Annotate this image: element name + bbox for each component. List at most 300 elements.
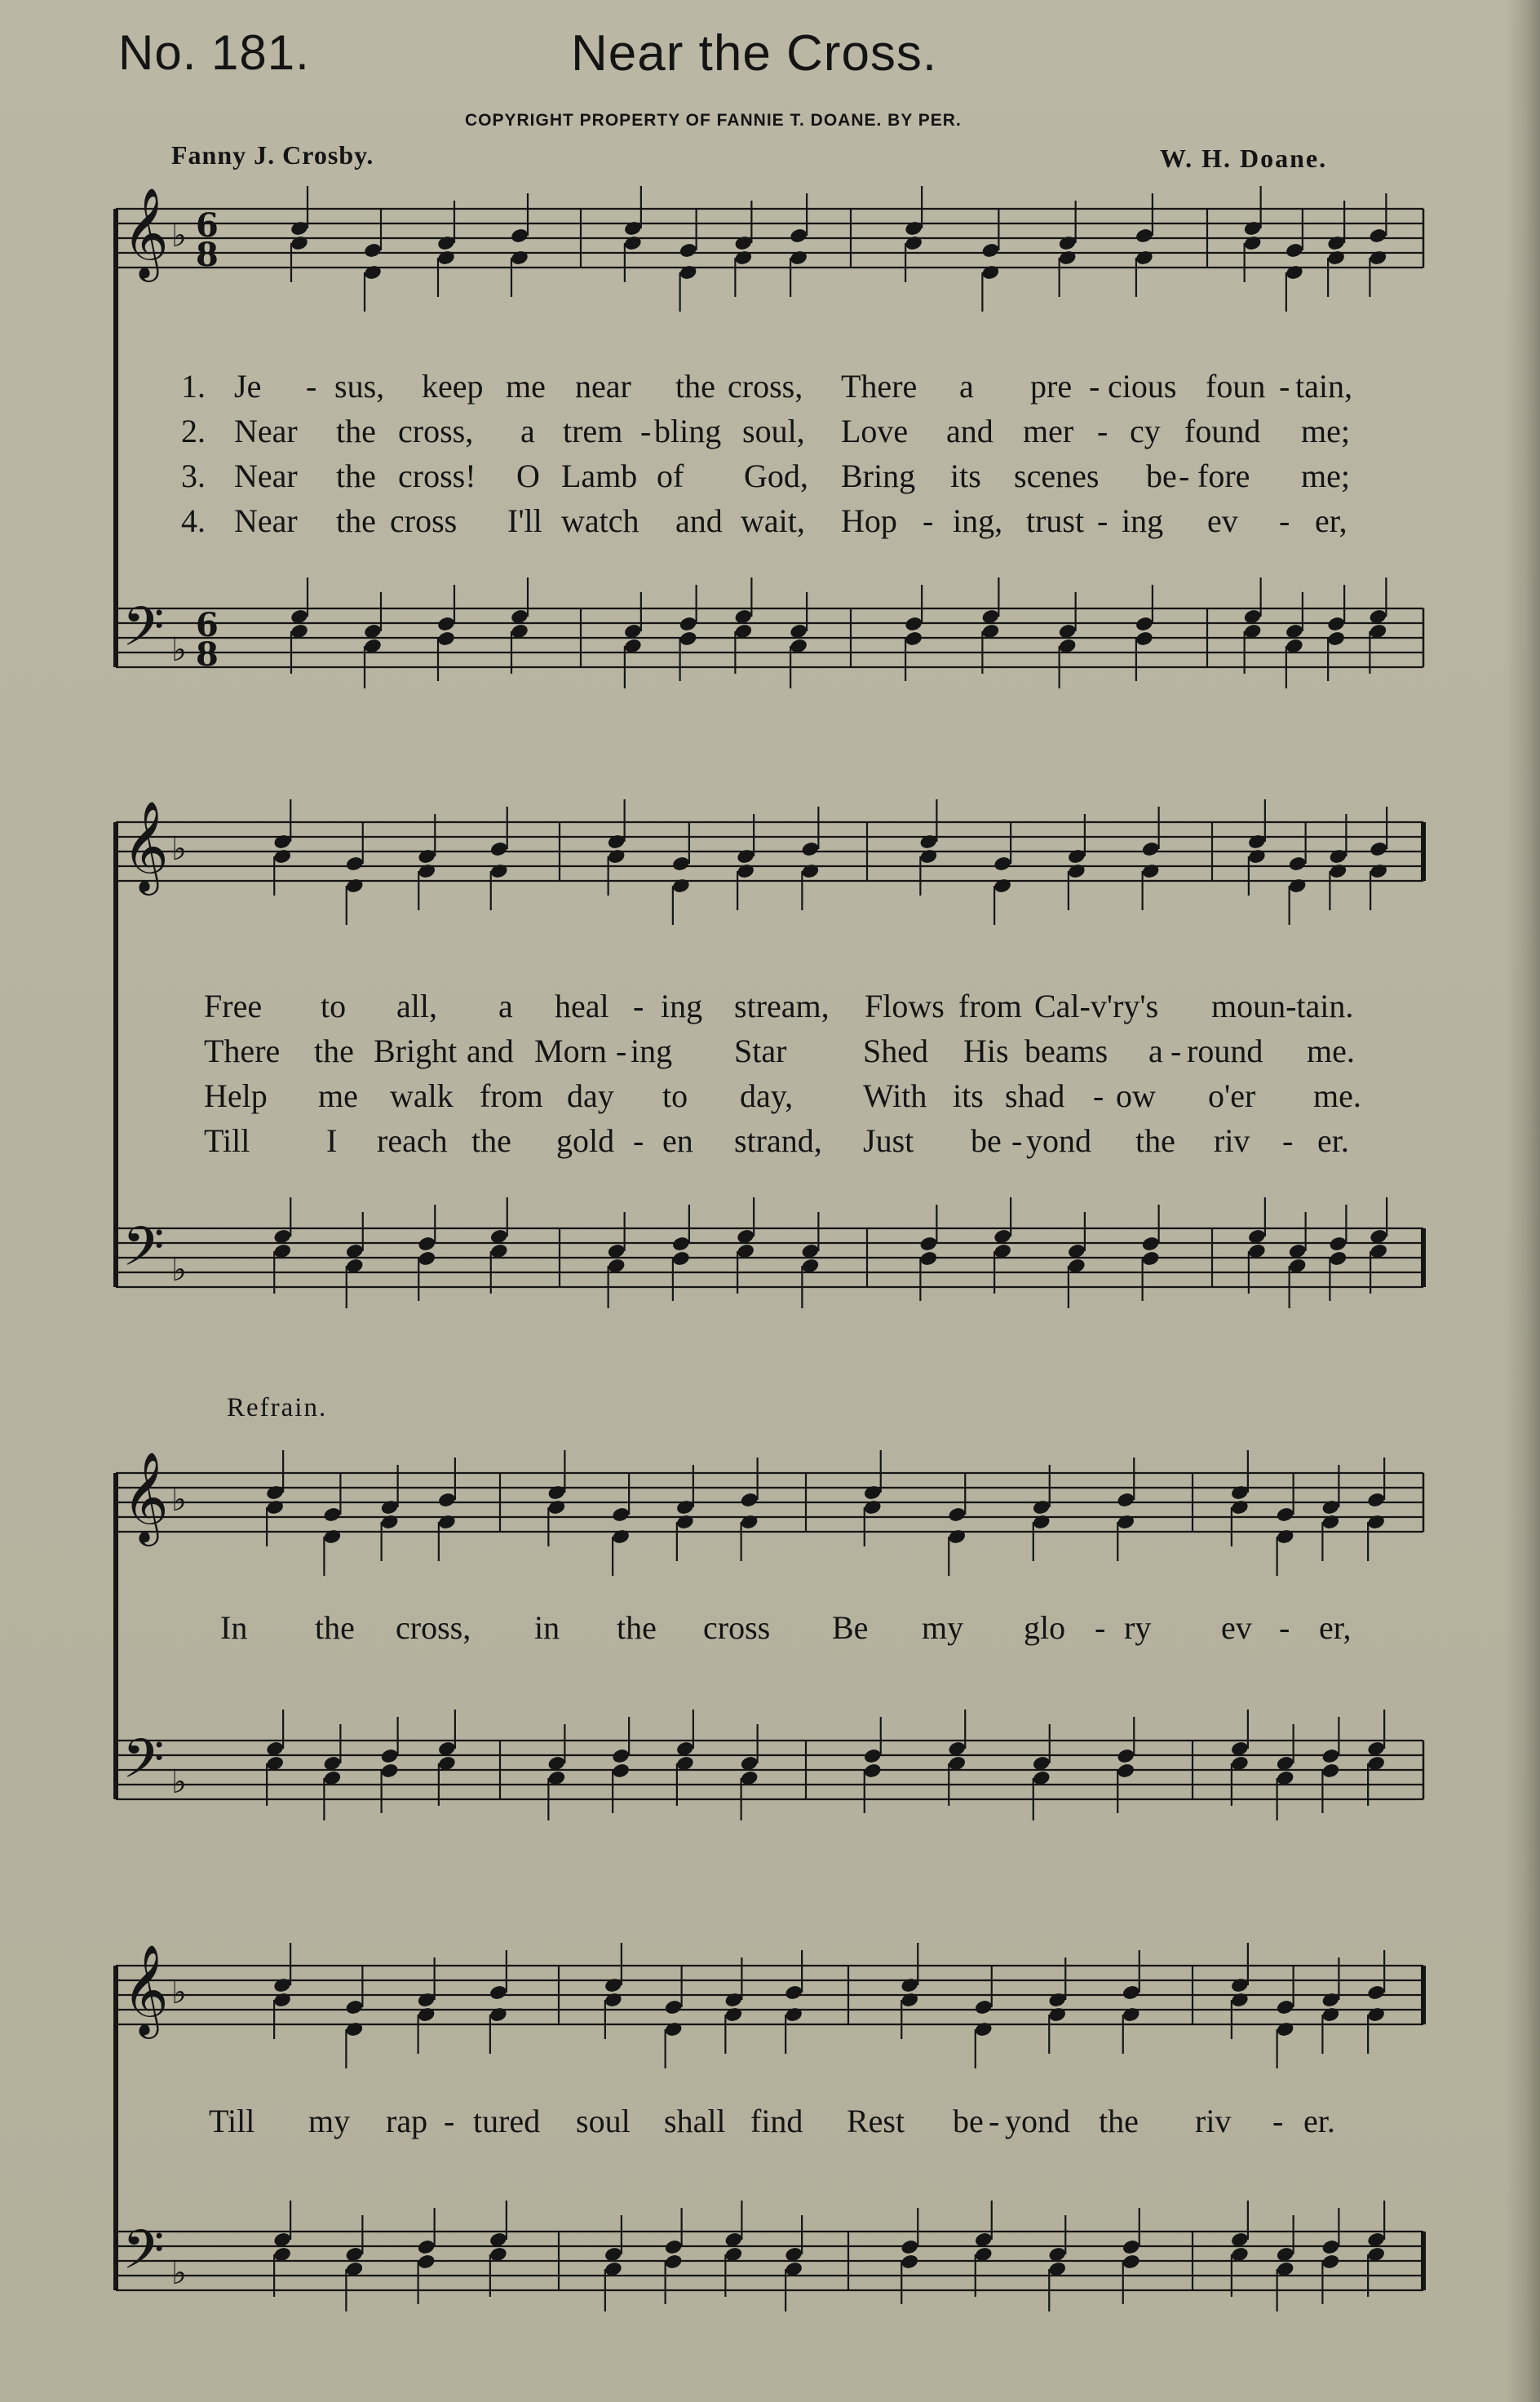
- treble-notehead: [1141, 841, 1161, 858]
- copyright-notice: COPYRIGHT PROPERTY OF FANNIE T. DOANE. BY PER.: [465, 111, 962, 130]
- lyric-syllable: the: [471, 1122, 511, 1159]
- treble-notehead: [1321, 2006, 1340, 2024]
- lyric-syllable: fore: [1197, 458, 1250, 494]
- lyric-syllable: foun: [1206, 368, 1266, 405]
- treble-notehead: [1047, 1992, 1067, 2009]
- treble-notehead: [947, 1528, 967, 1546]
- treble-notehead: [604, 1977, 623, 1994]
- treble-notehead: [733, 250, 753, 267]
- bass-notehead: [679, 616, 698, 633]
- lyric-syllable: its: [950, 458, 981, 494]
- lyric-syllable: moun-tain.: [1211, 988, 1354, 1024]
- treble-notehead: [1230, 1499, 1250, 1516]
- verse-line-2: [0, 412, 1540, 451]
- treble-notehead: [489, 863, 509, 880]
- treble-notehead: [604, 1992, 623, 2009]
- flat-sign-icon: ♭: [171, 830, 187, 868]
- lyric-syllable: from: [480, 1077, 543, 1114]
- lyric-syllable: all,: [396, 988, 437, 1024]
- lyric-syllable: -: [444, 2103, 455, 2139]
- lyric-syllable: pre: [1030, 368, 1073, 405]
- lyric-syllable: Bring: [841, 458, 916, 494]
- verse-number: 3.: [181, 458, 206, 494]
- lyric-syllable: the: [336, 413, 376, 449]
- treble-notehead: [290, 220, 309, 237]
- lyric-syllable: a: [520, 413, 535, 449]
- treble-notehead: [290, 235, 309, 252]
- treble-notehead: [272, 1977, 292, 1994]
- treble-notehead: [1328, 848, 1348, 865]
- treble-notehead: [344, 2021, 364, 2038]
- lyric-syllable: cross: [703, 1609, 771, 1646]
- treble-notehead: [417, 1992, 436, 2009]
- treble-notehead: [1058, 235, 1078, 252]
- lyric-syllable: heal: [555, 988, 609, 1024]
- flat-sign-icon: ♭: [171, 631, 187, 669]
- treble-clef-icon: 𝄞: [122, 187, 169, 278]
- treble-notehead: [1243, 235, 1263, 252]
- lyric-syllable: -: [1095, 1609, 1106, 1646]
- bass-notehead: [436, 630, 456, 648]
- treble-notehead: [437, 1492, 457, 1509]
- treble-notehead: [1285, 242, 1304, 259]
- treble-notehead: [679, 264, 698, 281]
- lyric-syllable: Near: [234, 502, 298, 539]
- treble-notehead: [784, 2006, 803, 2024]
- lyric-syllable: Till: [209, 2103, 255, 2139]
- lyric-syllable: its: [953, 1077, 984, 1114]
- lyric-syllable: me;: [1301, 413, 1350, 449]
- treble-notehead: [784, 1984, 803, 2002]
- treble-notehead: [1369, 841, 1388, 858]
- treble-notehead: [1328, 863, 1348, 880]
- treble-notehead: [489, 2006, 508, 2024]
- treble-notehead: [547, 1484, 566, 1502]
- lyric-syllable: cross: [390, 502, 458, 539]
- lyric-syllable: my: [308, 2103, 351, 2139]
- lyric-syllable: -: [633, 988, 644, 1024]
- treble-notehead: [904, 220, 923, 237]
- treble-notehead: [265, 1484, 285, 1502]
- lyric-syllable: riv: [1214, 1122, 1250, 1159]
- lyric-syllable: the: [675, 368, 715, 405]
- treble-notehead: [974, 1999, 993, 2016]
- lyric-syllable: Rest: [847, 2103, 905, 2139]
- lyric-syllable: a: [1148, 1033, 1163, 1069]
- lyric-syllable: There: [841, 368, 918, 405]
- treble-notehead: [724, 1992, 743, 2009]
- treble-notehead: [740, 1514, 759, 1531]
- lyric-syllable: -: [306, 368, 317, 405]
- treble-notehead: [980, 242, 1000, 259]
- treble-notehead: [1135, 250, 1154, 267]
- lyric-syllable: ing: [661, 988, 703, 1024]
- bass-notehead: [918, 1250, 938, 1267]
- lyricist: Fanny J. Crosby.: [171, 140, 374, 170]
- bass-notehead: [417, 2239, 436, 2256]
- lyric-syllable: be: [1146, 458, 1177, 494]
- treble-notehead: [1321, 1514, 1340, 1531]
- lyric-syllable: -: [923, 502, 934, 539]
- treble-notehead: [733, 235, 753, 252]
- bass-notehead: [900, 2239, 919, 2256]
- flat-sign-icon: ♭: [171, 217, 187, 254]
- treble-notehead: [417, 848, 436, 865]
- bass-notehead: [380, 1763, 400, 1780]
- lyric-syllable: -: [1011, 1122, 1023, 1159]
- lyric-syllable: yond: [1026, 1122, 1091, 1159]
- lyric-syllable: -: [1093, 1077, 1104, 1114]
- lyric-syllable: Till: [204, 1122, 250, 1159]
- lyric-syllable: a: [959, 368, 974, 405]
- treble-notehead: [863, 1484, 883, 1502]
- lyric-syllable: reach: [377, 1122, 448, 1159]
- lyric-syllable: the: [1099, 2103, 1139, 2139]
- treble-notehead: [1032, 1514, 1051, 1531]
- treble-notehead: [800, 841, 820, 858]
- lyric-syllable: Be: [832, 1609, 869, 1646]
- treble-notehead: [900, 1992, 919, 2009]
- bass-notehead: [1328, 1236, 1348, 1253]
- lyric-syllable: watch: [561, 502, 639, 539]
- lyric-syllable: in: [534, 1609, 560, 1646]
- refrain-line-2: [0, 2102, 1540, 2141]
- flat-sign-icon: ♭: [171, 1763, 187, 1801]
- treble-notehead: [947, 1506, 967, 1524]
- treble-notehead: [1122, 1984, 1141, 2002]
- treble-notehead: [918, 848, 938, 865]
- bass-notehead: [1328, 1250, 1348, 1267]
- lyric-syllable: cross,: [728, 368, 803, 405]
- bass-notehead: [1321, 1748, 1340, 1765]
- lyric-syllable: me.: [1313, 1077, 1361, 1114]
- verse-number: 2.: [181, 413, 206, 449]
- lyric-syllable: the: [314, 1033, 354, 1069]
- treble-notehead: [904, 235, 923, 252]
- treble-notehead: [664, 2021, 684, 2038]
- lyric-syllable: -: [1279, 502, 1290, 539]
- bass-notehead: [1135, 630, 1154, 648]
- lyric-syllable: cross!: [398, 458, 476, 494]
- lyric-syllable: Je: [234, 368, 262, 405]
- lyric-syllable: glo: [1024, 1609, 1066, 1646]
- lyric-syllable: I'll: [507, 502, 542, 539]
- bass-notehead: [1141, 1250, 1161, 1267]
- lyric-syllable: Near: [234, 413, 298, 449]
- treble-notehead: [510, 250, 529, 267]
- treble-notehead: [380, 1499, 400, 1516]
- bass-notehead: [1326, 616, 1346, 633]
- treble-notehead: [623, 235, 643, 252]
- lyric-syllable: walk: [390, 1077, 454, 1114]
- lyric-syllable: -: [1097, 413, 1109, 449]
- bass-notehead: [436, 616, 456, 633]
- bass-notehead: [1321, 2239, 1340, 2256]
- treble-notehead: [345, 878, 365, 895]
- treble-notehead: [611, 1528, 631, 1546]
- lyric-syllable: er,: [1319, 1609, 1352, 1646]
- bass-notehead: [863, 1763, 883, 1780]
- bass-clef-icon: 𝄢: [122, 595, 165, 671]
- lyric-syllable: strand,: [734, 1122, 822, 1159]
- lyric-syllable: ing,: [953, 502, 1003, 539]
- time-signature-denominator: 8: [196, 236, 219, 274]
- treble-notehead: [510, 228, 529, 245]
- lyric-syllable: -: [1282, 1122, 1294, 1159]
- time-signature-denominator: 8: [196, 635, 219, 674]
- lyric-syllable: me: [318, 1077, 358, 1114]
- treble-notehead: [436, 250, 456, 267]
- treble-notehead: [417, 863, 436, 880]
- lyric-syllable: to: [662, 1077, 688, 1114]
- lyric-syllable: the: [1135, 1122, 1175, 1159]
- lyric-syllable: to: [321, 988, 347, 1024]
- lyric-syllable: er.: [1317, 1122, 1349, 1159]
- treble-notehead: [993, 878, 1012, 895]
- treble-notehead: [789, 250, 808, 267]
- bass-notehead: [417, 1236, 436, 1253]
- lyric-syllable: There: [204, 1033, 281, 1069]
- lyric-syllable: shall: [664, 2103, 726, 2139]
- treble-notehead: [345, 856, 365, 873]
- lyric-syllable: ing: [631, 1033, 673, 1069]
- verse-line-1-cont: [0, 987, 1540, 1026]
- refrain-line-1: [0, 1608, 1540, 1648]
- treble-notehead: [265, 1499, 285, 1516]
- bass-clef-icon: 𝄢: [122, 1727, 165, 1803]
- lyric-syllable: cious: [1108, 368, 1177, 405]
- lyric-syllable: Star: [734, 1033, 787, 1069]
- lyric-syllable: trem: [563, 413, 623, 449]
- bass-notehead: [1122, 2254, 1141, 2271]
- hymn-title: Near the Cross.: [571, 25, 938, 82]
- flat-sign-icon: ♭: [171, 1481, 187, 1519]
- treble-notehead: [607, 834, 626, 851]
- lyric-syllable: and: [467, 1033, 514, 1069]
- lyric-syllable: cy: [1130, 413, 1161, 449]
- lyric-syllable: cross,: [396, 1609, 471, 1646]
- treble-notehead: [1230, 1992, 1250, 2009]
- lyric-syllable: near: [575, 368, 631, 405]
- treble-notehead: [736, 848, 755, 865]
- treble-notehead: [1366, 1514, 1386, 1531]
- bass-notehead: [679, 630, 698, 648]
- treble-notehead: [363, 264, 383, 281]
- treble-notehead: [1285, 264, 1304, 281]
- treble-notehead: [1288, 878, 1308, 895]
- time-signature-numerator: 6: [196, 206, 219, 245]
- treble-notehead: [1366, 2006, 1386, 2024]
- treble-notehead: [1276, 1999, 1295, 2016]
- verse-number: 1.: [181, 368, 206, 405]
- lyric-syllable: tain,: [1295, 368, 1352, 405]
- treble-notehead: [736, 863, 755, 880]
- lyric-syllable: round: [1187, 1033, 1263, 1069]
- treble-clef-icon: 𝄞: [122, 800, 169, 891]
- treble-notehead: [1122, 2006, 1141, 2024]
- lyric-syllable: -: [989, 2103, 1000, 2139]
- treble-notehead: [1326, 235, 1346, 252]
- lyric-syllable: me: [506, 368, 546, 405]
- treble-notehead: [993, 856, 1012, 873]
- lyric-syllable: -: [1279, 1609, 1290, 1646]
- treble-notehead: [1067, 863, 1086, 880]
- treble-notehead: [1116, 1492, 1135, 1509]
- lyric-syllable: Bright: [374, 1033, 458, 1069]
- lyric-syllable: Near: [234, 458, 298, 494]
- bass-notehead: [671, 1236, 691, 1253]
- bass-notehead: [1135, 616, 1154, 633]
- bass-notehead: [1116, 1763, 1135, 1780]
- lyric-syllable: Lamb: [561, 458, 638, 494]
- treble-notehead: [1230, 1484, 1250, 1502]
- bass-notehead: [380, 1748, 400, 1765]
- treble-notehead: [1368, 250, 1387, 267]
- lyric-syllable: Free: [204, 988, 263, 1024]
- lyric-syllable: en: [662, 1122, 693, 1159]
- lyric-syllable: -: [1170, 1033, 1182, 1069]
- lyric-syllable: er.: [1303, 2103, 1335, 2139]
- lyric-syllable: gold: [556, 1122, 615, 1159]
- treble-notehead: [724, 2006, 743, 2024]
- lyric-syllable: -: [616, 1033, 627, 1069]
- lyric-syllable: ry: [1124, 1609, 1152, 1646]
- treble-notehead: [272, 848, 292, 865]
- lyric-syllable: day,: [740, 1077, 794, 1114]
- lyric-syllable: -: [1179, 458, 1190, 494]
- treble-notehead: [1321, 1499, 1340, 1516]
- bass-notehead: [1116, 1748, 1135, 1765]
- lyric-syllable: soul,: [742, 413, 805, 449]
- treble-notehead: [344, 1999, 364, 2016]
- treble-notehead: [322, 1506, 342, 1524]
- treble-notehead: [272, 834, 292, 851]
- lyric-syllable: beams: [1024, 1033, 1109, 1069]
- lyric-syllable: the: [336, 502, 376, 539]
- lyric-syllable: ing: [1122, 502, 1164, 539]
- bass-notehead: [918, 1236, 938, 1253]
- lyric-syllable: day: [567, 1077, 614, 1114]
- bass-notehead: [671, 1250, 691, 1267]
- treble-notehead: [417, 2006, 436, 2024]
- lyric-syllable: Help: [204, 1077, 268, 1114]
- lyric-syllable: from: [958, 988, 1022, 1024]
- treble-notehead: [436, 235, 456, 252]
- lyric-syllable: soul: [576, 2103, 631, 2139]
- flat-sign-icon: ♭: [171, 1251, 187, 1289]
- lyric-syllable: be: [971, 1122, 1002, 1159]
- treble-notehead: [607, 848, 626, 865]
- lyric-syllable: I: [326, 1122, 338, 1159]
- treble-notehead: [679, 242, 698, 259]
- treble-notehead: [1276, 1528, 1295, 1546]
- lyric-syllable: and: [675, 502, 723, 539]
- lyric-syllable: and: [946, 413, 993, 449]
- treble-notehead: [1067, 848, 1086, 865]
- treble-notehead: [675, 1514, 695, 1531]
- verse-number: 4.: [181, 502, 206, 539]
- lyric-syllable: Love: [841, 413, 909, 449]
- treble-notehead: [800, 863, 820, 880]
- treble-notehead: [1116, 1514, 1135, 1531]
- bass-notehead: [863, 1748, 883, 1765]
- treble-clef-icon: 𝄞: [122, 1451, 169, 1542]
- lyric-syllable: shad: [1005, 1077, 1065, 1114]
- lyric-syllable: Morn: [534, 1033, 607, 1069]
- lyric-syllable: found: [1184, 413, 1261, 449]
- treble-notehead: [1366, 1492, 1386, 1509]
- bass-notehead: [664, 2254, 684, 2271]
- bass-notehead: [611, 1763, 631, 1780]
- treble-notehead: [974, 2021, 993, 2038]
- lyric-syllable: -: [633, 1122, 644, 1159]
- verse-line-4: [0, 502, 1540, 541]
- bass-notehead: [1122, 2239, 1141, 2256]
- bass-notehead: [1326, 630, 1346, 648]
- lyric-syllable: ow: [1116, 1077, 1156, 1114]
- treble-notehead: [1321, 1992, 1340, 2009]
- lyric-syllable: -: [1272, 2103, 1284, 2139]
- lyric-syllable: the: [315, 1609, 355, 1646]
- hymn-number: No. 181.: [118, 25, 310, 80]
- treble-notehead: [623, 220, 643, 237]
- lyric-syllable: me.: [1307, 1033, 1355, 1069]
- treble-notehead: [900, 1977, 919, 1994]
- treble-notehead: [1135, 228, 1154, 245]
- treble-notehead: [1247, 834, 1267, 851]
- treble-notehead: [1326, 250, 1346, 267]
- treble-notehead: [1276, 2021, 1295, 2038]
- treble-notehead: [664, 1999, 684, 2016]
- bass-notehead: [1321, 2254, 1340, 2271]
- treble-notehead: [1369, 863, 1388, 880]
- lyric-syllable: yond: [1005, 2103, 1070, 2139]
- treble-notehead: [863, 1499, 883, 1516]
- lyric-syllable: bling: [654, 413, 722, 449]
- treble-notehead: [363, 242, 383, 259]
- lyric-syllable: Flows: [865, 988, 945, 1024]
- lyric-syllable: tured: [473, 2103, 541, 2139]
- treble-notehead: [1141, 863, 1161, 880]
- lyric-syllable: In: [220, 1609, 248, 1646]
- bass-notehead: [900, 2254, 919, 2271]
- lyric-syllable: er,: [1315, 502, 1348, 539]
- treble-notehead: [740, 1492, 759, 1509]
- lyric-syllable: o'er: [1208, 1077, 1256, 1114]
- treble-notehead: [1288, 856, 1308, 873]
- refrain-label: Refrain.: [227, 1393, 328, 1422]
- lyric-syllable: riv: [1195, 2103, 1232, 2139]
- lyric-syllable: cross,: [398, 413, 474, 449]
- treble-notehead: [489, 841, 509, 858]
- lyric-syllable: ev: [1221, 1609, 1252, 1646]
- bass-clef-icon: 𝄢: [122, 1215, 165, 1291]
- treble-notehead: [1058, 250, 1078, 267]
- verse-line-3: [0, 457, 1540, 496]
- lyric-syllable: the: [617, 1609, 657, 1646]
- lyric-syllable: the: [336, 458, 376, 494]
- lyric-syllable: Shed: [863, 1033, 928, 1069]
- bass-notehead: [1141, 1236, 1161, 1253]
- treble-clef-icon: 𝄞: [122, 1944, 169, 2035]
- bass-notehead: [417, 1250, 436, 1267]
- treble-notehead: [980, 264, 1000, 281]
- lyric-syllable: With: [863, 1077, 927, 1114]
- lyric-syllable: my: [922, 1609, 964, 1646]
- treble-notehead: [675, 1499, 695, 1516]
- lyric-syllable: -: [1097, 502, 1109, 539]
- treble-notehead: [1230, 1977, 1250, 1994]
